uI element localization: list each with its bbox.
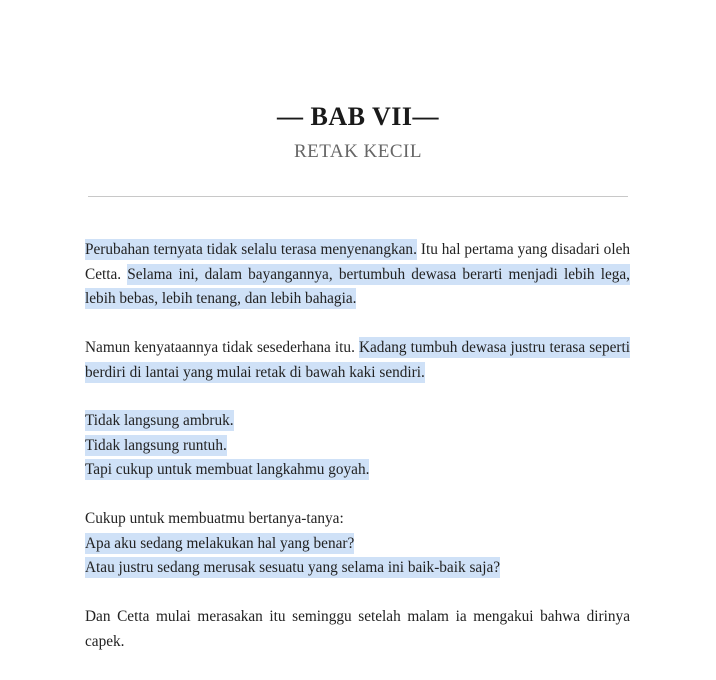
- chapter-subtitle: RETAK KECIL: [294, 141, 422, 162]
- highlighted-text[interactable]: Selama ini, dalam bayangannya, bertumbuh dewasa berarti menjadi lebih lega, lebih bebas, lebih tenang, dan lebih bahagia.: [85, 265, 630, 307]
- highlighted-text[interactable]: Tidak langsung runtuh.: [85, 436, 227, 454]
- text-span: Cukup untuk membuatmu bertanya-tanya:: [85, 510, 344, 527]
- text-span: Itu hal pertama yang disadari oleh Cetta.: [85, 241, 631, 283]
- paragraph-2: [85, 336, 630, 385]
- highlighted-text[interactable]: Atau justru sedang merusak sesuatu yang selama ini baik-baik saja?: [85, 559, 501, 576]
- text-span: Namun kenyataannya tidak sesederhana itu.: [85, 339, 359, 356]
- highlighted-text[interactable]: Apa aku sedang melakukan hal yang benar?: [85, 534, 355, 552]
- highlighted-text[interactable]: Perubahan ternyata tidak selalu terasa menyenangkan.: [85, 241, 417, 258]
- paragraph-4: [85, 507, 630, 581]
- highlighted-text[interactable]: Tidak langsung ambruk.: [85, 412, 234, 429]
- text-span: Dan Cetta mulai merasakan itu seminggu setelah malam ia mengakui bahwa dirinya capek.: [85, 608, 630, 650]
- highlighted-text[interactable]: Kadang tumbuh dewasa justru terasa seperti berdiri di lantai yang mulai retak di bawah kaki sendiri.: [85, 339, 630, 381]
- paragraph-5: [85, 605, 630, 654]
- paragraph-3: [85, 409, 630, 483]
- chapter-title: — BAB VII—: [276, 102, 439, 131]
- divider: [88, 196, 628, 197]
- paragraph-1: [85, 238, 630, 312]
- highlighted-text[interactable]: Tapi cukup untuk membuat langkahmu goyah.: [85, 461, 370, 478]
